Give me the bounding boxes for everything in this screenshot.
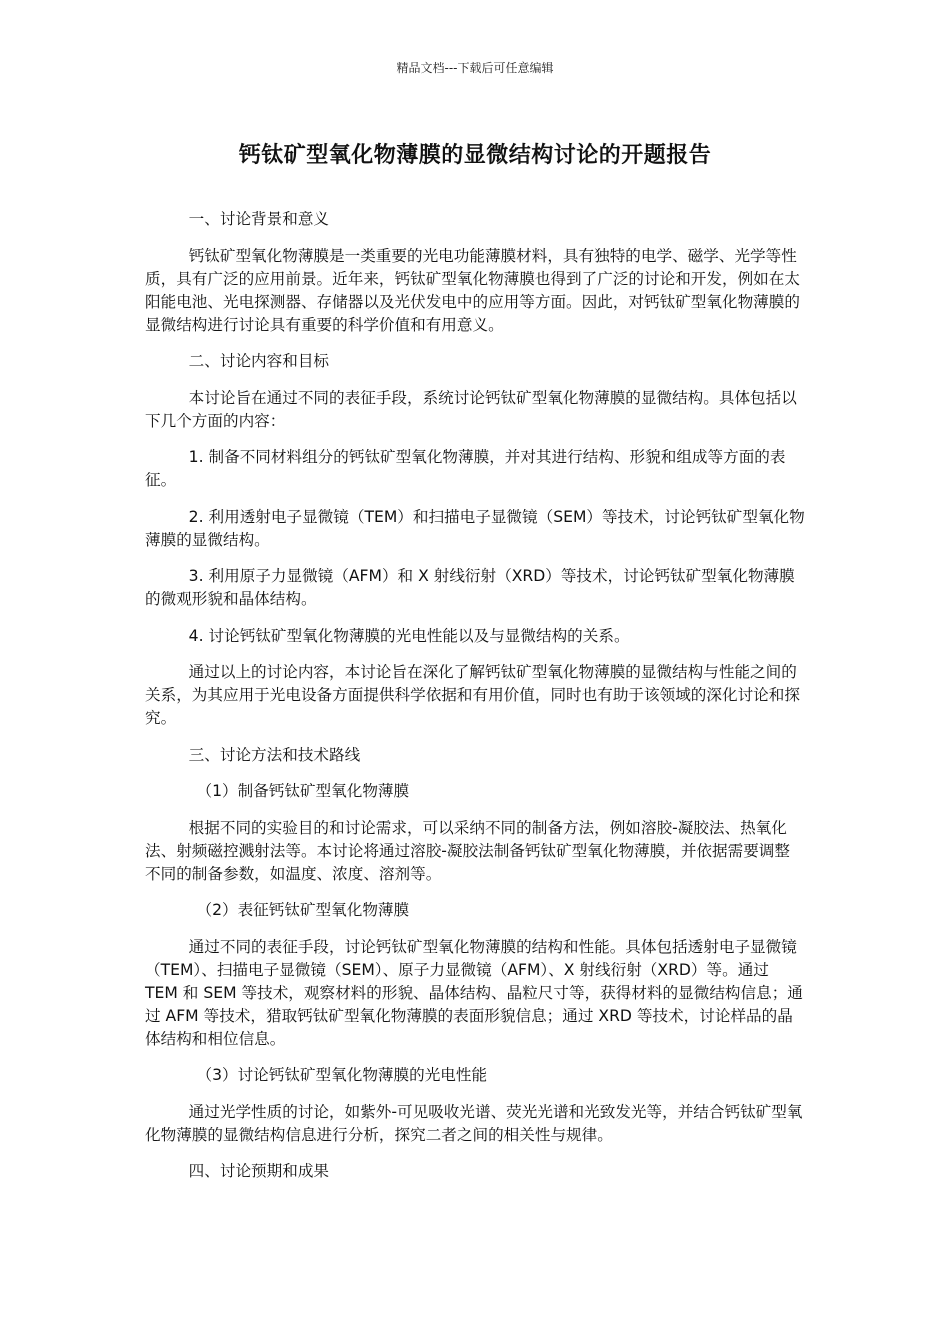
list-item-1: 1. 制备不同材料组分的钙钛矿型氧化物薄膜，并对其进行结构、形貌和组成等方面的表征。 [145, 448, 786, 489]
section-heading-expectations: 四、讨论预期和成果 [188, 1162, 330, 1180]
paragraph-optoelectronic: 通过光学性质的讨论，如紫外-可见吸收光谱、荧光光谱和光致发光等，并结合钙钛矿型氧化物薄膜的显微结构信息进行分析，探究二者之间的相关性与规律。 [145, 1102, 803, 1144]
page-header: 精品文档---下载后可任意编辑 [396, 61, 554, 75]
subheading-preparation: （1）制备钙钛矿型氧化物薄膜 [196, 782, 410, 800]
document-body [145, 208, 805, 1197]
list-item-4: 4. 讨论钙钛矿型氧化物薄膜的光电性能以及与显微结构的关系。 [188, 626, 630, 645]
subheading-optoelectronic: （3）讨论钙钛矿型氧化物薄膜的光电性能 [196, 1066, 488, 1084]
paragraph-content-intro: 本讨论旨在通过不同的表征手段，系统讨论钙钛矿型氧化物薄膜的显微结构。具体包括以下几个方面的内容： [145, 388, 797, 430]
list-item-3: 3. 利用原子力显微镜（AFM）和 X 射线衍射（XRD）等技术，讨论钙钛矿型氧化物薄膜的微观形貌和晶体结构。 [145, 567, 795, 608]
section-heading-methods: 三、讨论方法和技术路线 [188, 745, 361, 764]
paragraph-preparation: 根据不同的实验目的和讨论需求，可以采纳不同的制备方法，例如溶胶-凝胶法、热氧化法、射频磁控溅射法等。本讨论将通过溶胶-凝胶法制备钙钛矿型氧化物薄膜，并依据需要调整不同的制备参数，如温度、浓度、溶剂等。 [145, 818, 790, 883]
section-heading-content-goals: 二、讨论内容和目标 [188, 352, 330, 370]
subheading-characterization: （2）表征钙钛矿型氧化物薄膜 [196, 901, 410, 919]
list-item-2: 2. 利用透射电子显微镜（TEM）和扫描电子显微镜（SEM）等技术，讨论钙钛矿型氧化物薄膜的显微结构。 [145, 507, 805, 549]
paragraph-background: 钙钛矿型氧化物薄膜是一类重要的光电功能薄膜材料，具有独特的电学、磁学、光学等性质，具有广泛的应用前景。近年来，钙钛矿型氧化物薄膜也得到了广泛的讨论和开发，例如在太阳能电池、光电探测器、存储器以及光伏发电中的应用等方面。因此，对钙钛矿型氧化物薄膜的显微结构进行讨论具有重要的科学价值和有用意义。 [145, 246, 800, 334]
paragraph-characterization: 通过不同的表征手段，讨论钙钛矿型氧化物薄膜的结构和性能。具体包括透射电子显微镜（TEM）、扫描电子显微镜（SEM）、原子力显微镜（AFM）、X 射线衍射（XRD）等。通过 TEM 和 SEM 等技术，观察材料的形貌、晶体结构、晶粒尺寸等，获得材料的显微结构信息；通过 AFM 等技术，猎取钙钛矿型氧化物薄膜的表面形貌信息；通过 XRD 等技术，讨论样品的晶体结构和相位信息。 [145, 937, 803, 1048]
section-heading-background: 一、讨论背景和意义 [188, 210, 330, 228]
document-title: 钙钛矿型氧化物薄膜的显微结构讨论的开题报告 [238, 143, 712, 168]
paragraph-content-summary: 通过以上的讨论内容，本讨论旨在深化了解钙钛矿型氧化物薄膜的显微结构与性能之间的关系，为其应用于光电设备方面提供科学依据和有用价值，同时也有助于该领域的深化讨论和探究。 [145, 663, 800, 727]
